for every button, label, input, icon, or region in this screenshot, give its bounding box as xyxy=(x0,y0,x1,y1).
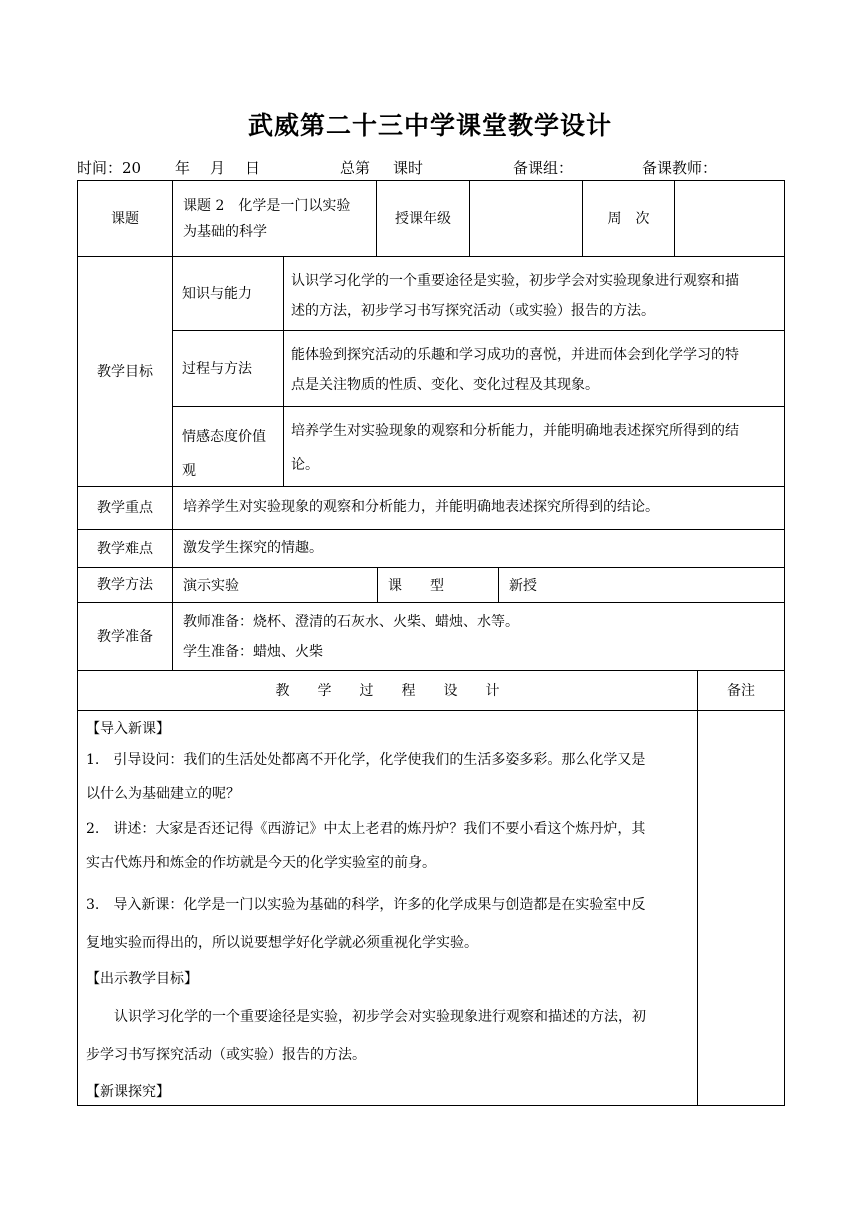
process-item-3-line2: 复地实验而得出的，所以说要想学好化学就必须重视化学实验。 xyxy=(86,935,478,951)
process-goals-line1: 认识学习化学的一个重要途径是实验，初步学会对实验现象进行观察和描述的方法，初 xyxy=(114,1009,646,1025)
topic-value xyxy=(183,193,373,245)
process-item-2-line2: 实古代炼丹和炼金的作坊就是今天的化学实验室的前身。 xyxy=(86,855,436,871)
goal-knowledge-text xyxy=(291,266,781,326)
topic-label: 课题 xyxy=(111,210,139,227)
process-item-1 xyxy=(86,743,690,811)
process-item-1-line1: 1. 引导设问：我们的生活处处都离不开化学，化学使我们的生活多姿多彩。那么化学又是 xyxy=(86,752,646,768)
type-label: 课 型 xyxy=(388,578,444,594)
key-label: 教学重点 xyxy=(97,500,153,516)
page-title: 武威第二十三中学课堂教学设计 xyxy=(247,111,612,140)
section-explore-heading: 【新课探究】 xyxy=(86,1084,170,1100)
goal-attitude-label-line2: 观 xyxy=(182,463,196,479)
grade-label: 授课年级 xyxy=(395,210,451,227)
prep-text xyxy=(183,607,781,667)
process-item-3-line1: 3. 导入新课：化学是一门以实验为基础的科学，许多的化学成果与创造都是在实验室中反 xyxy=(86,897,646,913)
goal-attitude-label-line1: 情感态度价值 xyxy=(182,429,266,445)
total-label: 总第 xyxy=(340,159,371,177)
prep-student: 学生准备：蜡烛、火柴 xyxy=(183,644,323,660)
period-label: 课时 xyxy=(393,159,424,177)
section-goals-heading: 【出示教学目标】 xyxy=(86,971,198,987)
prep-teacher: 教师准备：烧杯、澄清的石灰水、火柴、蜡烛、水等。 xyxy=(183,614,519,630)
process-goals-line2: 步学习书写探究活动（或实验）报告的方法。 xyxy=(86,1047,366,1063)
goal-attitude-text xyxy=(291,414,781,482)
goal-process-line2: 点是关注物质的性质、变化、变化过程及其现象。 xyxy=(291,377,599,393)
time-label: 时间：20 xyxy=(77,159,142,177)
day-label: 日 xyxy=(245,159,261,177)
process-goals-text xyxy=(86,998,690,1074)
goal-process-label: 过程与方法 xyxy=(182,360,252,377)
topic-value-line1: 课题 2 化学是一门以实验 xyxy=(183,198,351,214)
process-item-3 xyxy=(86,886,690,962)
goal-attitude-line1: 培养学生对实验现象的观察和分析能力，并能明确地表述探究所得到的结 xyxy=(291,423,739,439)
type-value: 新授 xyxy=(509,578,537,594)
goal-attitude-line2: 论。 xyxy=(291,457,319,473)
topic-value-line2: 为基础的科学 xyxy=(183,224,267,240)
key-text: 培养学生对实验现象的观察和分析能力，并能明确地表述探究所得到的结论。 xyxy=(183,499,659,515)
process-label: 教 学 过 程 设 计 xyxy=(275,682,500,699)
process-item-1-line2: 以什么为基础建立的呢？ xyxy=(86,786,240,802)
process-item-2-line1: 2. 讲述：大家是否还记得《西游记》中太上老君的炼丹炉？我们不要小看这个炼丹炉，其 xyxy=(86,821,646,837)
process-item-2 xyxy=(86,812,690,880)
difficulty-text: 激发学生探究的情趣。 xyxy=(183,540,323,556)
method-value: 演示实验 xyxy=(183,578,239,594)
year-label: 年 xyxy=(175,159,191,177)
week-label: 周 次 xyxy=(607,210,650,227)
goal-knowledge-label: 知识与能力 xyxy=(182,285,252,302)
goals-label: 教学目标 xyxy=(97,363,153,380)
section-intro-heading: 【导入新课】 xyxy=(86,721,170,737)
notes-label: 备注 xyxy=(727,682,755,699)
month-label: 月 xyxy=(210,159,226,177)
goal-knowledge-line2: 述的方法，初步学习书写探究活动（或实验）报告的方法。 xyxy=(291,303,655,319)
prep-label: 教学准备 xyxy=(97,628,153,645)
goal-process-text xyxy=(291,340,781,400)
teacher-label: 备课教师： xyxy=(642,159,718,177)
difficulty-label: 教学难点 xyxy=(97,540,153,557)
goal-attitude-label xyxy=(182,420,282,488)
method-label: 教学方法 xyxy=(97,577,153,593)
group-label: 备课组： xyxy=(513,159,574,177)
goal-knowledge-line1: 认识学习化学的一个重要途径是实验，初步学会对实验现象进行观察和描 xyxy=(291,273,739,289)
goal-process-line1: 能体验到探究活动的乐趣和学习成功的喜悦，并进而体会到化学学习的特 xyxy=(291,347,739,363)
